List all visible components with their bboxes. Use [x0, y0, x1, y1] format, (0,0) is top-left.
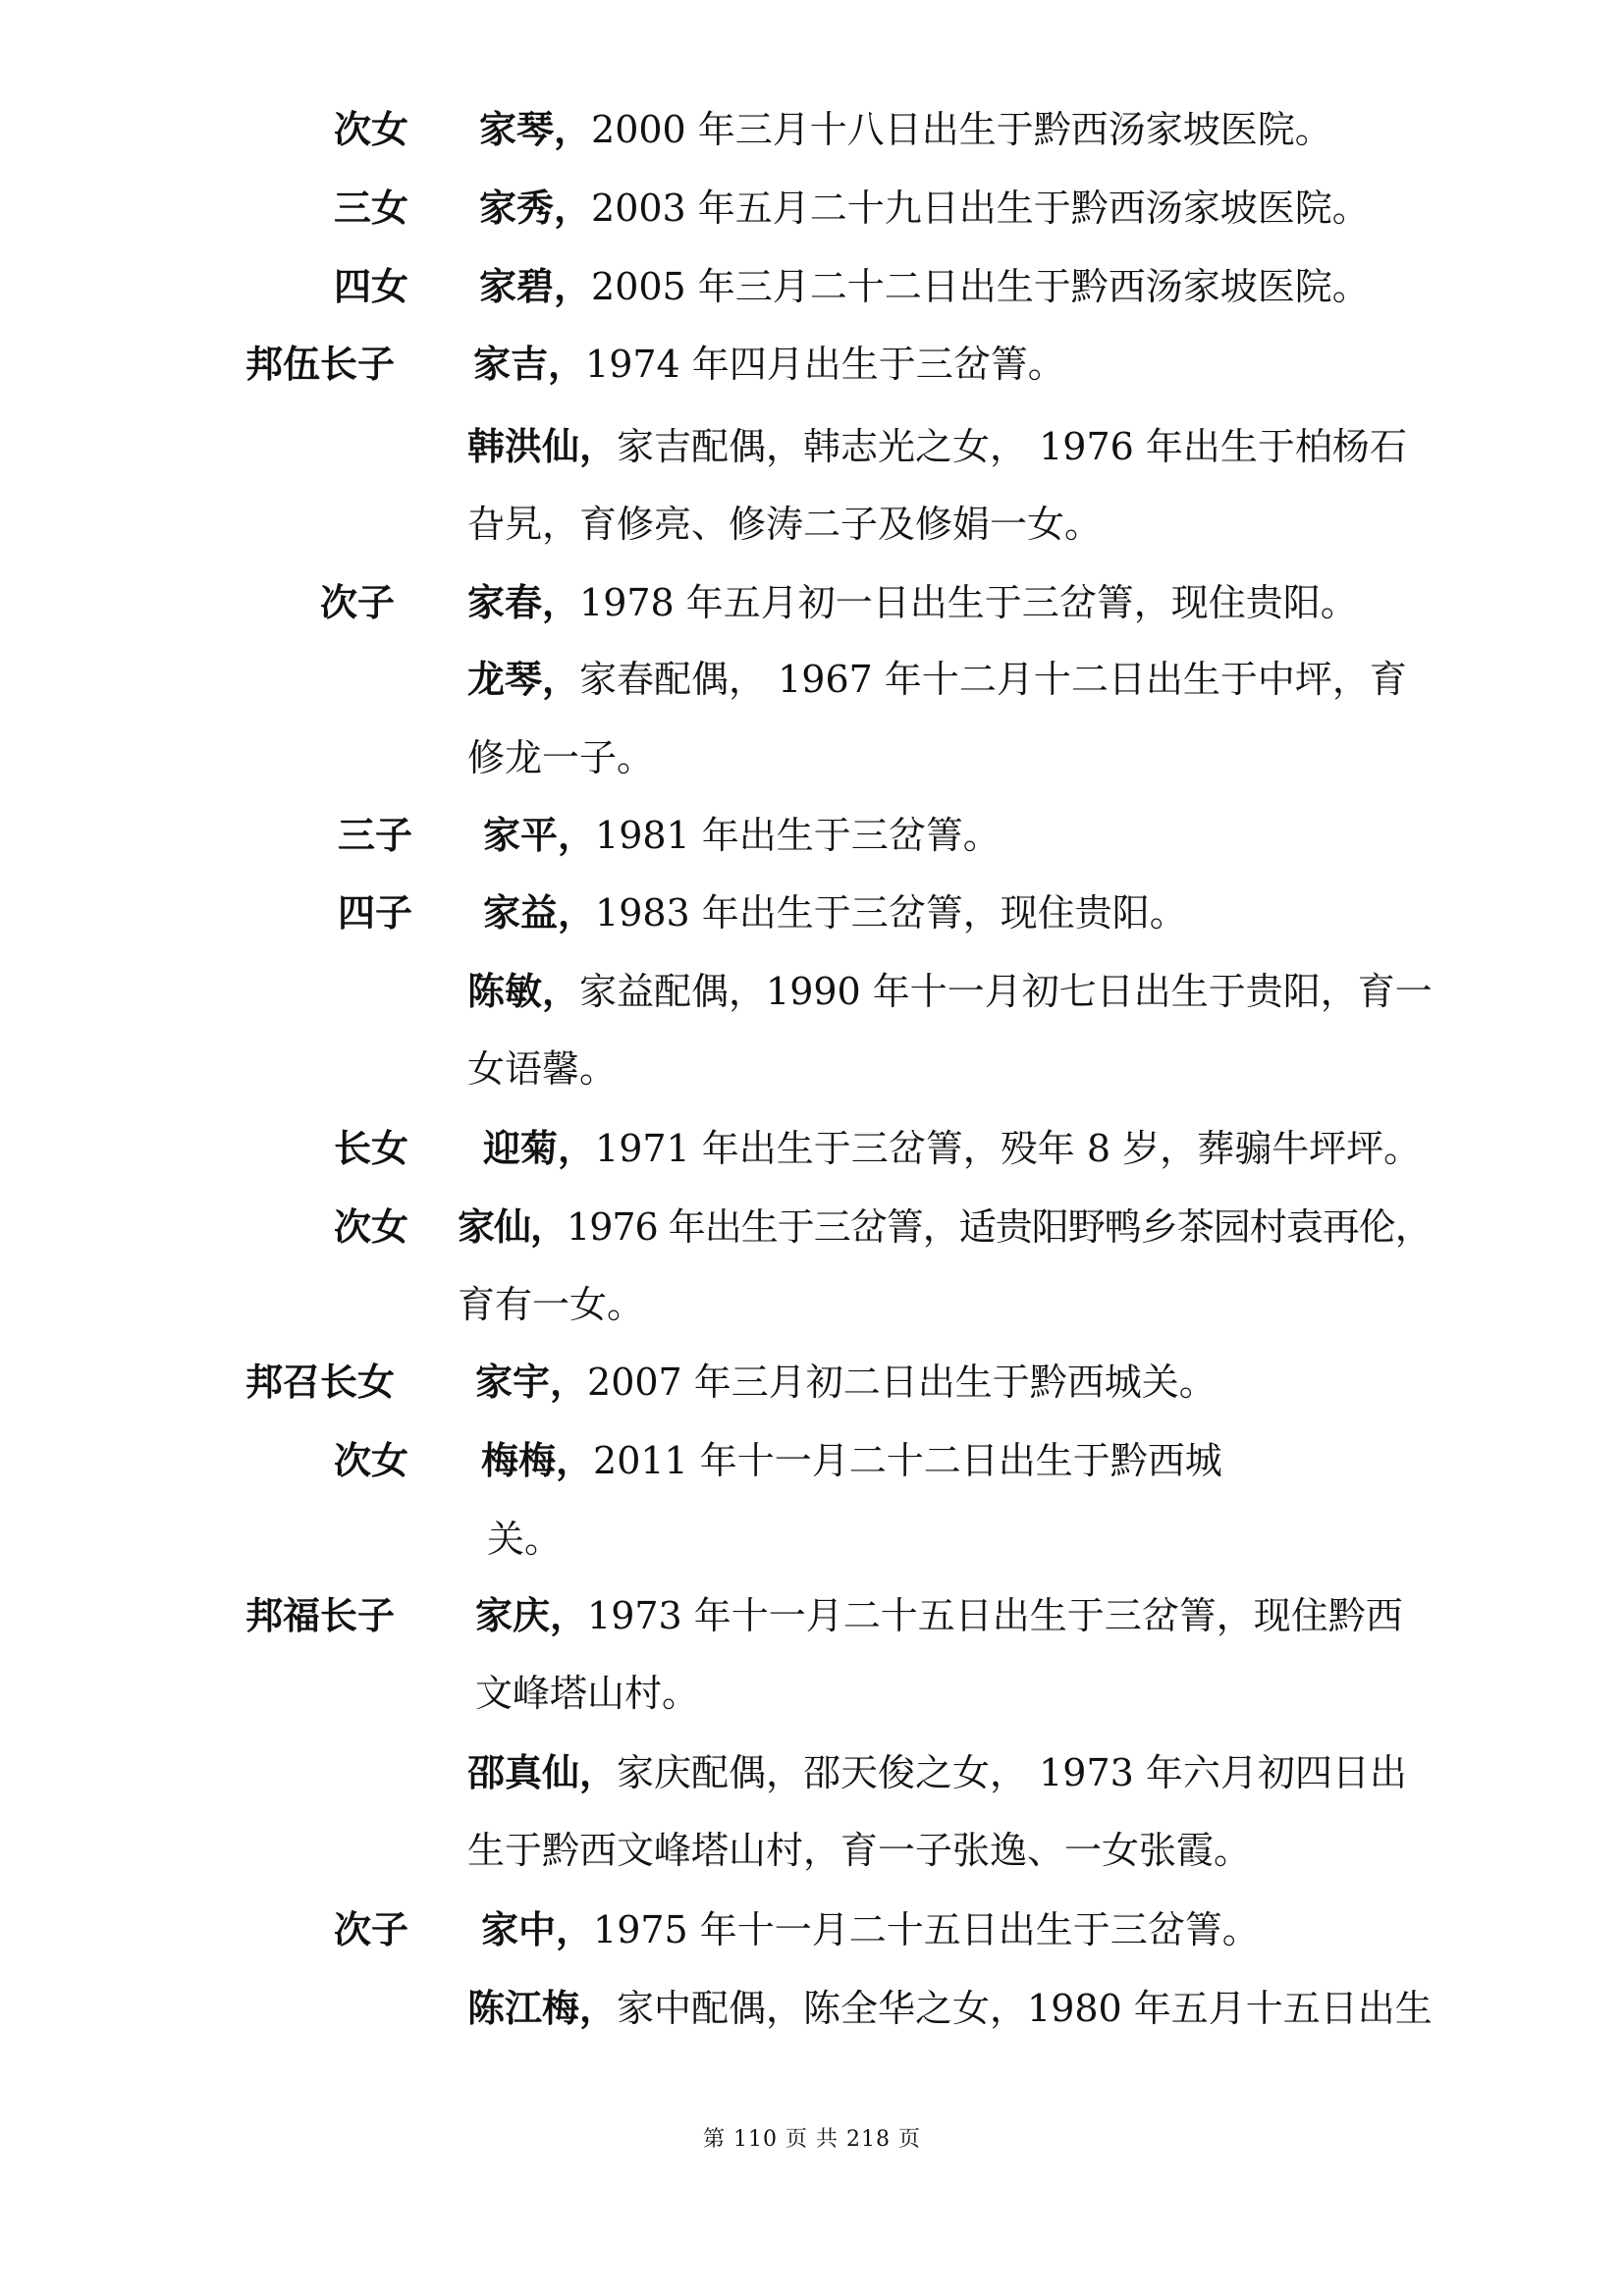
entry-line — [473, 341, 1065, 388]
entry-line — [479, 263, 1370, 310]
continuation-line: 修龙一子。 — [467, 736, 655, 779]
entry-name: 梅梅， — [481, 1438, 594, 1482]
entry-name: 家琴， — [479, 107, 592, 151]
entry-text: 1973 年十一月二十五日出生于三岔箐，现住黔西 — [587, 1594, 1403, 1637]
entry-name: 家仙， — [458, 1204, 568, 1249]
page-footer: 第 110 页 共 218 页 — [703, 2127, 921, 2152]
entry-text: 2003 年五月二十九日出生于黔西汤家坡医院。 — [591, 187, 1370, 230]
entry-line — [483, 1125, 1421, 1172]
spouse-name: 龙琴， — [467, 657, 580, 701]
entry-name: 家益， — [483, 890, 596, 934]
entry-line — [467, 579, 1358, 626]
continuation-line: 旮旯，育修亮、修涛二子及修娟一女。 — [467, 503, 1103, 546]
spouse-text: 家庆配偶，邵天俊之女， 1973 年六月初四日出 — [617, 1751, 1407, 1794]
spouse-line — [467, 1985, 1433, 2032]
entry-text: 2007 年三月初二日出生于黔西城关。 — [587, 1361, 1217, 1404]
entry-name: 家中， — [481, 1907, 594, 1951]
spouse-name: 韩洪仙， — [467, 424, 618, 468]
continuation-line: 育有一女。 — [458, 1283, 645, 1326]
entry-text: 1981 年出生于三岔箐。 — [595, 814, 1001, 857]
spouse-text: 家中配偶，陈全华之女，1980 年五月十五日出生 — [617, 1987, 1433, 2030]
entry-text: 1971 年出生于三岔箐，殁年 8 岁，葬骟牛坪坪。 — [595, 1127, 1422, 1170]
entry-text: 1978 年五月初一日出生于三岔箐，现住贵阳。 — [579, 581, 1358, 624]
entry-text: 2011 年十一月二十二日出生于黔西城 — [593, 1439, 1222, 1482]
entry-name: 家庆， — [475, 1593, 588, 1637]
entry-text: 1976 年出生于三岔箐，适贵阳野鸭乡茶园村袁再伦， — [567, 1205, 1432, 1249]
spouse-name: 陈敏， — [467, 969, 580, 1013]
entry-name: 迎菊， — [483, 1126, 596, 1170]
entry-text: 2005 年三月二十二日出生于黔西汤家坡医院。 — [591, 265, 1370, 308]
entry-line — [479, 106, 1332, 153]
entry-label: 邦召长女 — [245, 1360, 396, 1404]
entry-line — [475, 1592, 1403, 1639]
entry-label: 次女 — [334, 107, 409, 151]
entry-name: 家宇， — [475, 1360, 588, 1404]
entry-line — [479, 185, 1370, 232]
entry-line — [481, 1437, 1222, 1484]
continuation-line: 女语馨。 — [467, 1047, 618, 1091]
entry-label: 四女 — [334, 264, 409, 308]
entry-line — [481, 1906, 1260, 1953]
entry-name: 家碧， — [479, 264, 592, 308]
entry-line — [483, 889, 1187, 936]
spouse-text: 家吉配偶，韩志光之女， 1976 年出生于柏杨石 — [617, 425, 1407, 468]
entry-label: 次子 — [320, 580, 396, 624]
spouse-line — [467, 1749, 1407, 1796]
continuation-line: 生于黔西文峰塔山村，育一子张逸、一女张霞。 — [467, 1829, 1252, 1872]
entry-name: 家秀， — [479, 186, 592, 230]
spouse-line — [467, 423, 1407, 470]
entry-label: 长女 — [334, 1126, 409, 1170]
entry-text: 1974 年四月出生于三岔箐。 — [585, 343, 1065, 386]
spouse-text: 家春配偶， 1967 年十二月十二日出生于中坪，育 — [579, 658, 1407, 701]
entry-label: 邦福长子 — [245, 1593, 396, 1637]
spouse-line — [467, 968, 1433, 1015]
entry-label: 三女 — [334, 186, 409, 230]
entry-label: 三子 — [338, 813, 413, 857]
entry-name: 家平， — [483, 813, 596, 857]
entry-text: 1983 年出生于三岔箐，现住贵阳。 — [595, 891, 1187, 934]
entry-name: 家吉， — [473, 342, 586, 386]
entry-line — [458, 1203, 1432, 1251]
entry-line — [483, 812, 1001, 859]
entry-name: 家春， — [467, 580, 580, 624]
spouse-text: 家益配偶，1990 年十一月初七日出生于贵阳，育一 — [579, 970, 1433, 1013]
spouse-name: 陈江梅， — [467, 1986, 618, 2030]
entry-label: 邦伍长子 — [245, 342, 396, 386]
continuation-line: 关。 — [487, 1518, 563, 1561]
spouse-line — [467, 656, 1407, 703]
entry-label: 次女 — [334, 1438, 409, 1482]
entry-text: 1975 年十一月二十五日出生于三岔箐。 — [593, 1908, 1260, 1951]
entry-text: 2000 年三月十八日出生于黔西汤家坡医院。 — [591, 108, 1332, 151]
entry-label: 次女 — [334, 1204, 409, 1249]
entry-line — [475, 1359, 1217, 1406]
continuation-line: 文峰塔山村。 — [475, 1672, 700, 1715]
entry-label: 次子 — [334, 1907, 409, 1951]
entry-label: 四子 — [338, 890, 413, 934]
spouse-name: 邵真仙， — [467, 1750, 618, 1794]
